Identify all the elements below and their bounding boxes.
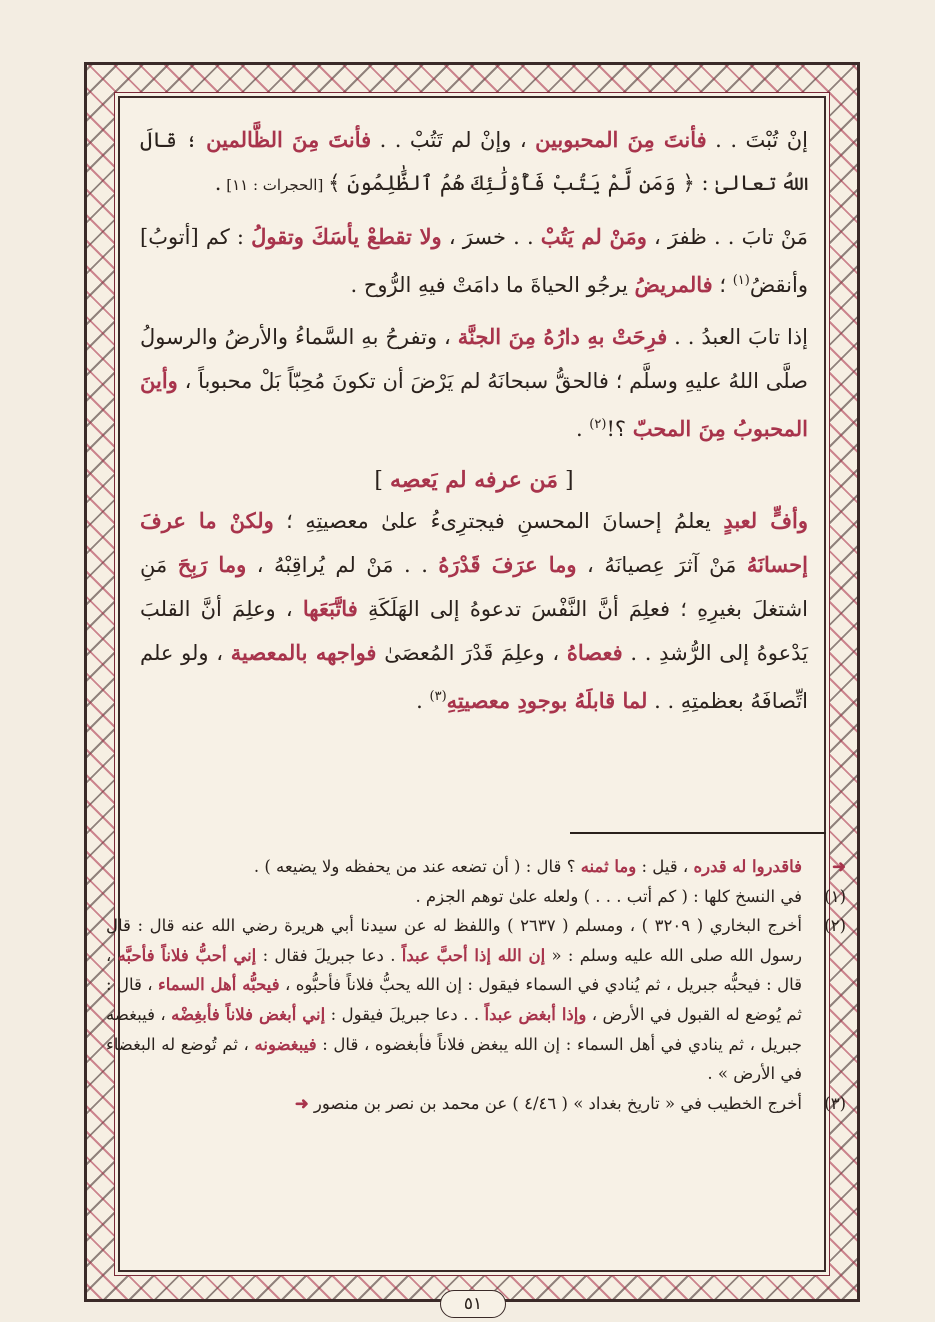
text-run: أخرج الخطيب في « تاريخ بغداد » ( ٤/٤٦ ) عن محمد بن نصر بن منصور bbox=[313, 1093, 802, 1113]
section-heading bbox=[140, 467, 808, 493]
paragraph-1 bbox=[140, 118, 808, 207]
highlight: فيحبُّه أهل السماء bbox=[158, 975, 280, 995]
footnote-number: (١) bbox=[824, 886, 846, 906]
bracket: [ bbox=[558, 468, 574, 493]
text-run: يعلمُ إحسانَ المحسنِ فيجترِىءُ علىٰ معصيتِهِ ؛ bbox=[273, 509, 724, 533]
heading-text: مَن عرفه لم يَعصِه bbox=[389, 467, 559, 493]
highlight: وما ثمنه bbox=[580, 857, 637, 876]
highlight: إني أبغض فلاناً فأبغِضْه bbox=[171, 1004, 326, 1024]
highlight: فالمريضُ bbox=[634, 272, 713, 297]
highlight: فاتَّبَعَها bbox=[302, 596, 358, 621]
text-run: ، وعلِمَ أنَّ القلبَ يَدْعوهُ إلى الرُّشدِ . . bbox=[140, 597, 808, 665]
footnotes bbox=[106, 852, 846, 1118]
highlight: فعصاهُ bbox=[566, 640, 623, 665]
paragraph-3 bbox=[140, 315, 808, 451]
text-run: . bbox=[416, 689, 430, 713]
text-run: يرجُو الحياةَ ما دامَتْ فيهِ الرُّوح . bbox=[350, 273, 635, 297]
text-run: ، قال : فيحبُّه جبريل ، ثم يُنادي في السماء فيقول : إن الله يحبُّ فلاناً فأحبُّوه ، bbox=[106, 945, 802, 995]
paragraph-4 bbox=[140, 499, 808, 723]
text-run: ، قيل : bbox=[636, 857, 694, 876]
text-run: : كم [أتوبُ] وأنقضُ bbox=[140, 225, 808, 297]
text-run: . دعا جبريلَ فقال : bbox=[256, 945, 402, 965]
footnote-1 bbox=[106, 882, 846, 912]
bracket: ] bbox=[374, 468, 390, 493]
text-run: أخرج البخاري ( ٣٢٠٩ ) ، ومسلم ( ٢٦٣٧ ) واللفظ له عن سيدنا أبي هريرة رضي الله عنه قال : قال رسول الله صلى الله عليه وسلم : « bbox=[106, 916, 803, 965]
footnote-text bbox=[106, 852, 802, 882]
text-run: ، فيبغضه جبريل ، ثم ينادي في أهل السماء : إن الله يبغض فلاناً فأبغضوه ، قال : bbox=[106, 1004, 802, 1054]
paragraph-2 bbox=[140, 215, 808, 307]
text-run: ، وعلِمَ قَدْرَ المُعصَىٰ bbox=[376, 641, 567, 665]
footnote-number: (٢) bbox=[824, 916, 846, 936]
highlight: فواجهه بالمعصية bbox=[230, 640, 377, 665]
footnote-continued bbox=[106, 852, 846, 882]
footnote-divider bbox=[570, 832, 826, 834]
footnote-2 bbox=[106, 911, 846, 1089]
footnote-text: في النسخ كلها : ( كم أتب . . . ) ولعله علىٰ توهم الجزم . bbox=[415, 886, 802, 906]
text-run: . . خسرَ ، bbox=[441, 225, 541, 249]
highlight: وما رَبِحَ bbox=[177, 552, 247, 577]
text-run: ؛ bbox=[712, 273, 733, 297]
text-run: . bbox=[575, 417, 590, 441]
text-run: إنْ تُبْتَ . . bbox=[706, 128, 808, 152]
highlight: وما عرَفَ قَدْرَهُ bbox=[438, 552, 577, 577]
highlight: فرِحَتْ بهِ دارُهُ مِنَ الجنَّة bbox=[457, 324, 668, 349]
highlight: إن الله إذا أحبَّ عبداً bbox=[401, 945, 546, 965]
highlight: فيبغضونه bbox=[254, 1034, 317, 1054]
footnote-text bbox=[106, 911, 802, 1089]
text-run: ، وتفرحُ بهِ السَّماءُ والأرضُ والرسولُ صلَّى اللهُ عليهِ وسلَّم ؛ فالحقُّ سبحانَهُ لم يَرْضَ أن تكونَ مُحِبّاً بَلْ محبوباً ، bbox=[140, 325, 808, 393]
text-run: مَنْ آثرَ عِصيانَهُ ، bbox=[576, 553, 747, 577]
footnote-number: (٣) bbox=[824, 1093, 846, 1113]
main-text bbox=[140, 118, 808, 723]
quran-verse: ﴿ وَمَن لَّمْ يَتُبْ فَأُوْلَٰئِكَ هُمُ ٱلظَّٰلِمُونَ ﴾ bbox=[328, 171, 695, 195]
text-run: إذا تابَ العبدُ . . bbox=[667, 325, 808, 349]
footnote-marker: (٢) bbox=[589, 417, 607, 432]
highlight: ومَنْ لم يَتُبْ bbox=[540, 224, 647, 249]
arrow-icon: ➜ bbox=[294, 1093, 309, 1113]
highlight: فأنتَ مِنَ الظَّالمين bbox=[206, 127, 372, 152]
text-run: . . دعا جبريلَ فيقول : bbox=[325, 1004, 485, 1024]
text-run: ؟! bbox=[606, 417, 633, 441]
page-number: ٥١ bbox=[440, 1290, 506, 1318]
text-run: مَنْ تابَ . . ظفرَ ، bbox=[646, 225, 808, 249]
verse-reference: [الحجرات : ١١] bbox=[221, 176, 329, 194]
highlight: فاقدروا له قدره bbox=[693, 857, 802, 876]
highlight: وإذا أبغض عبداً bbox=[484, 1004, 587, 1024]
footnote-marker: (٣) bbox=[429, 689, 447, 704]
footnote-3 bbox=[106, 1089, 846, 1119]
text-run: ، ثم تُوضع له البغضاء في الأرض » . bbox=[106, 1034, 802, 1084]
highlight: ولكنْ ما عرفَ إحسانَهُ bbox=[140, 508, 808, 577]
footnote-text bbox=[106, 1089, 802, 1119]
text-run: . bbox=[214, 171, 222, 195]
text-run: مَنِ اشتغلَ بغيرِهِ ؛ فعلِمَ أنَّ النَّفْسَ تدعوهُ إلى الهَلَكَةِ bbox=[140, 553, 809, 621]
highlight: وأينَ المحبوبُ مِنَ المحبّ bbox=[140, 368, 808, 441]
footnote-marker: (١) bbox=[732, 273, 750, 288]
highlight: وأفٍّ لعبدٍ bbox=[723, 508, 808, 533]
highlight: لما قابلَهُ بوجودِ معصيتِهِ bbox=[446, 688, 648, 713]
highlight: ولا تقطعْ يأسَكَ وتقولُ bbox=[251, 224, 442, 249]
highlight: فأنتَ مِنَ المحبوبين bbox=[535, 127, 707, 152]
text-run: ؛ قالَ اللهُ تعالىٰ : bbox=[140, 128, 808, 195]
text-run: ، ولو علم اتِّصافَهُ بعظمتِهِ . . bbox=[140, 641, 808, 713]
text-run: ، وإنْ لم تَتُبْ . . bbox=[371, 128, 536, 152]
text-run: ؟ قال : ( أن تضعه عند من يحفظه ولا يضيعه ) . bbox=[253, 857, 581, 876]
text-run: ، قال : ثم يُوضع له القبول في الأرض ، bbox=[106, 975, 802, 1024]
highlight: إني أحبُّ فلاناً فأحبَّه bbox=[117, 945, 257, 965]
text-run: . . مَنْ لم يُراقِبْهُ ، bbox=[246, 553, 439, 577]
arrow-icon: ➜ bbox=[832, 857, 846, 876]
